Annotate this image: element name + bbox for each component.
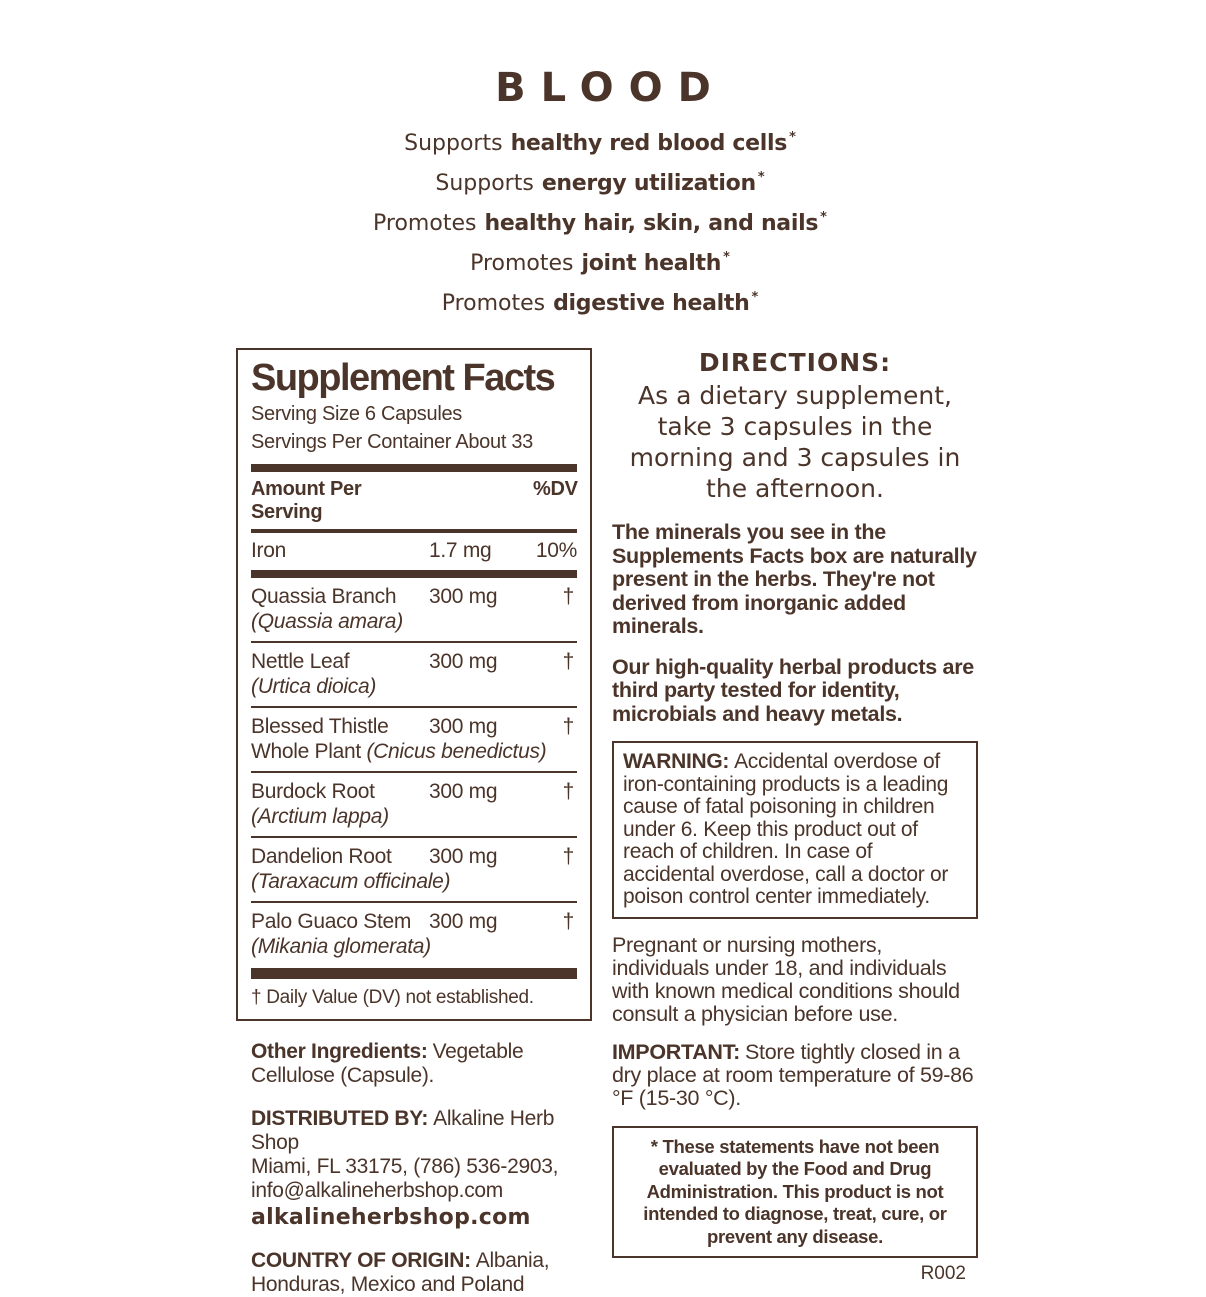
ingredient-name: Burdock Root xyxy=(251,780,375,804)
amount-per-serving-header: Amount Per Serving xyxy=(251,478,362,524)
ingredient-name: Quassia Branch xyxy=(251,585,397,609)
benefit-prefix: Supports xyxy=(404,131,503,156)
ingredient-amount: 300 mg xyxy=(429,650,498,674)
benefit-text: joint health xyxy=(581,251,722,276)
ingredient-amount: 300 mg xyxy=(429,845,498,869)
benefit-line xyxy=(0,164,1206,204)
benefit-prefix: Supports xyxy=(435,171,534,196)
warning-label: WARNING: xyxy=(623,750,730,773)
warning-box: WARNING: Accidental overdose of iron-containing products is a leading cause of fatal poisoning in children under 6. Keep this product out of reach of children. In case of accidental overdose, call a doctor or poison control center immediately. xyxy=(612,741,978,919)
benefit-list xyxy=(0,124,1206,324)
asterisk-mark: * xyxy=(751,290,759,305)
country-of-origin: COUNTRY OF ORIGIN: Albania, Honduras, Mexico and Poland xyxy=(251,1249,550,1297)
ingredient-row xyxy=(251,641,577,706)
label-columns xyxy=(236,348,1206,1297)
ingredient-name: Dandelion Root xyxy=(251,845,392,869)
dv-header: %DV xyxy=(533,478,578,501)
distributor-website: alkalineherbshop.com xyxy=(251,1205,531,1231)
storage-note: IMPORTANT: Store tightly closed in a dry place at room temperature of 59-86 °F (15-30 °C). xyxy=(612,1039,974,1110)
fda-disclaimer-box: * These statements have not been evaluated by the Food and Drug Administration. This product is not intended to diagnose, treat, cure, or prevent any disease. xyxy=(612,1126,978,1259)
ingredient-dv: † xyxy=(562,910,574,934)
dv-footnote: † Daily Value (DV) not established. xyxy=(251,987,534,1009)
asterisk-mark: * xyxy=(723,250,730,265)
nutrient-dv: 10% xyxy=(535,539,577,563)
benefit-line xyxy=(0,244,1206,284)
distributor-email: info@alkalineherbshop.com xyxy=(251,1179,503,1203)
left-column xyxy=(236,348,592,1297)
benefit-prefix: Promotes xyxy=(470,251,574,276)
ingredient-dv: † xyxy=(562,780,574,804)
ingredient-row xyxy=(251,578,577,641)
ingredient-amount: 300 mg xyxy=(429,585,498,609)
benefit-text: energy utilization xyxy=(541,171,756,196)
nutrient-amount: 1.7 mg xyxy=(429,539,492,563)
serving-size: Serving Size 6 Capsules xyxy=(251,403,462,426)
divider-bar xyxy=(251,570,577,578)
supplement-facts-title: Supplement Facts xyxy=(251,357,555,399)
directions-heading: DIRECTIONS: xyxy=(698,348,892,377)
nutrient-row-iron xyxy=(251,533,577,570)
benefit-prefix: Promotes xyxy=(373,211,477,236)
directions-body: As a dietary supplement, take 3 capsules in the morning and 3 capsules in the afternoon. xyxy=(629,381,961,503)
country-of-origin-label: COUNTRY OF ORIGIN: xyxy=(251,1249,471,1273)
ingredient-name: Palo Guaco Stem xyxy=(251,910,412,934)
other-ingredients: Other Ingredients: Vegetable Cellulose (Capsule). xyxy=(251,1040,524,1088)
asterisk-mark: * xyxy=(789,130,796,145)
asterisk-mark: * xyxy=(820,210,827,225)
divider-bar xyxy=(251,464,577,472)
nutrient-name: Iron xyxy=(251,539,286,563)
ingredient-amount: 300 mg xyxy=(429,780,498,804)
quality-note: Our high-quality herbal products are third party tested for identity, microbials and heavy metals. xyxy=(612,654,974,726)
divider-bar-thick xyxy=(251,968,577,979)
benefit-line xyxy=(0,204,1206,244)
ingredient-row xyxy=(251,836,577,901)
ingredient-latin-name: (Urtica dioica) xyxy=(251,675,377,699)
ingredient-row xyxy=(251,771,577,836)
ingredient-latin-name: Whole Plant (Cnicus benedictus) xyxy=(251,740,547,764)
supplement-facts-panel xyxy=(236,348,592,1021)
benefit-line xyxy=(0,124,1206,164)
ingredient-amount: 300 mg xyxy=(429,910,498,934)
benefit-line xyxy=(0,284,1206,324)
distributor-name: Alkaline Herb Shop xyxy=(251,1107,555,1155)
benefit-text: digestive health xyxy=(553,291,750,316)
ingredient-row xyxy=(251,706,577,771)
benefit-prefix: Promotes xyxy=(441,291,546,316)
ingredient-latin-name: (Mikania glomerata) xyxy=(251,935,431,959)
ingredient-row xyxy=(251,901,577,966)
ingredient-dv: † xyxy=(562,650,574,674)
ingredient-dv: † xyxy=(562,585,574,609)
facts-header-row xyxy=(251,472,577,529)
revision-code: R002 xyxy=(920,1263,966,1284)
other-ingredients-label: Other Ingredients: xyxy=(251,1040,428,1064)
ingredient-dv: † xyxy=(562,715,574,739)
important-label: IMPORTANT: xyxy=(612,1039,740,1064)
ingredient-dv: † xyxy=(562,845,574,869)
distributor-address: Miami, FL 33175, (786) 536-2903, xyxy=(251,1155,559,1179)
ingredient-name: Blessed Thistle xyxy=(251,715,389,739)
product-title: BLOOD xyxy=(495,65,726,111)
right-column xyxy=(612,348,978,1285)
ingredient-latin-name: (Quassia amara) xyxy=(251,610,403,634)
benefit-text: healthy hair, skin, and nails xyxy=(484,211,819,236)
ingredient-name: Nettle Leaf xyxy=(251,650,350,674)
servings-per-container: Servings Per Container About 33 xyxy=(251,431,533,454)
advisory-note: Pregnant or nursing mothers, individuals under 18, and individuals with known medical conditions should consult a physician before use. xyxy=(612,932,960,1026)
ingredient-amount: 300 mg xyxy=(429,715,498,739)
distributed-by xyxy=(251,1107,586,1230)
asterisk-mark: * xyxy=(757,170,765,185)
distributed-by-label: DISTRIBUTED BY: xyxy=(251,1107,429,1131)
benefit-text: healthy red blood cells xyxy=(510,131,788,156)
ingredient-latin-name: (Taraxacum officinale) xyxy=(251,870,451,894)
ingredient-latin-name: (Arctium lappa) xyxy=(251,805,389,829)
mineral-note: The minerals you see in the Supplements Facts box are naturally present in the herbs. They're not derived from inorganic added minerals. xyxy=(612,520,977,638)
